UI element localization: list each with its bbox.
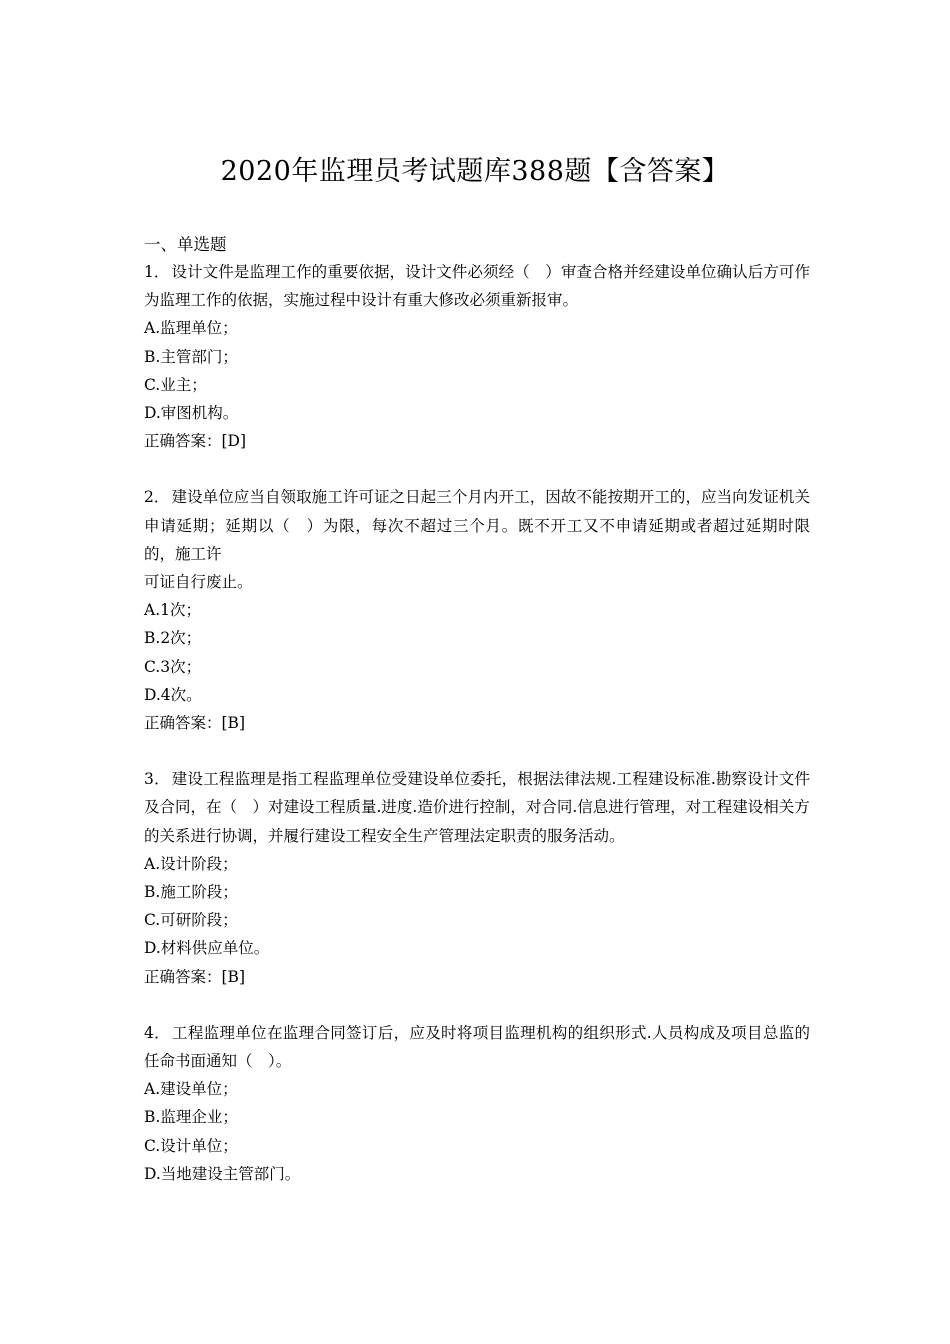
option-b: B.施工阶段；: [144, 883, 238, 902]
section-heading: 一、单选题: [144, 235, 227, 254]
question-text: 建设工程监理是指工程监理单位受建设单位委托，根据法律法规.工程建设标准.勘察设计文件及合同，在（ ）对建设工程质量.进度.造价进行控制，对合同.信息进行管理，对工程建设相关方: [144, 770, 810, 817]
question-text: 建设单位应当自领取施工许可证之日起三个月内开工，因故不能按期开工的，应当向发证机关申请延期；延期以（ ）为限，每次不超过三个月。既不开工又不申请延期或者超过延期时限的，施工许: [144, 488, 810, 563]
option-c: C.可研阶段；: [144, 911, 238, 930]
option-a: A.设计阶段；: [144, 854, 238, 873]
question-number: 3．: [144, 770, 170, 789]
correct-answer: 正确答案：[B]: [144, 714, 245, 733]
correct-answer: 正确答案：[D]: [144, 432, 247, 451]
option-d: D.4次。: [144, 685, 202, 704]
question-stem: [144, 1019, 810, 1075]
document-body: [144, 232, 810, 1216]
option-d: D.当地建设主管部门。: [144, 1164, 301, 1183]
option-b: B.2次；: [144, 629, 202, 648]
question-2: [144, 483, 810, 737]
option-d: D.审图机构。: [144, 404, 239, 423]
correct-answer: 正确答案：[B]: [144, 967, 245, 986]
question-text-continuation: 的关系进行协调，并履行建设工程安全生产管理法定职责的服务活动。: [144, 826, 625, 845]
option-c: C.设计单位；: [144, 1136, 238, 1155]
question-number: 2．: [144, 488, 170, 507]
question-number: 4．: [144, 1023, 171, 1042]
question-text: 设计文件是监理工作的重要依据，设计文件必须经（ ）审查合格并经建设单位确认后方可作为监理工作的依据，实施过程中设计有重大修改必须重新报审。: [144, 263, 810, 310]
option-c: C.业主；: [144, 375, 207, 394]
option-d: D.材料供应单位。: [144, 939, 270, 958]
question-1: [144, 258, 810, 455]
question-text: 工程监理单位在监理合同签订后，应及时将项目监理机构的组织形式.人员构成及项目总监的任命书面通知（ ）。: [144, 1023, 810, 1071]
option-a: A.监理单位；: [144, 319, 238, 338]
option-b: B.主管部门；: [144, 347, 238, 366]
question-text-continuation: 可证自行废止。: [144, 573, 253, 592]
document-title: 2020年监理员考试题库388题【含答案】: [220, 156, 730, 187]
option-a: A.1次；: [144, 601, 201, 620]
question-stem: [144, 258, 810, 314]
question-4: [144, 1019, 810, 1188]
option-a: A.建设单位；: [144, 1080, 238, 1099]
option-b: B.监理企业；: [144, 1108, 238, 1127]
question-stem: [144, 765, 810, 821]
question-3: [144, 765, 810, 991]
question-stem: [144, 483, 810, 568]
option-c: C.3次；: [144, 657, 202, 676]
question-number: 1．: [144, 263, 170, 281]
